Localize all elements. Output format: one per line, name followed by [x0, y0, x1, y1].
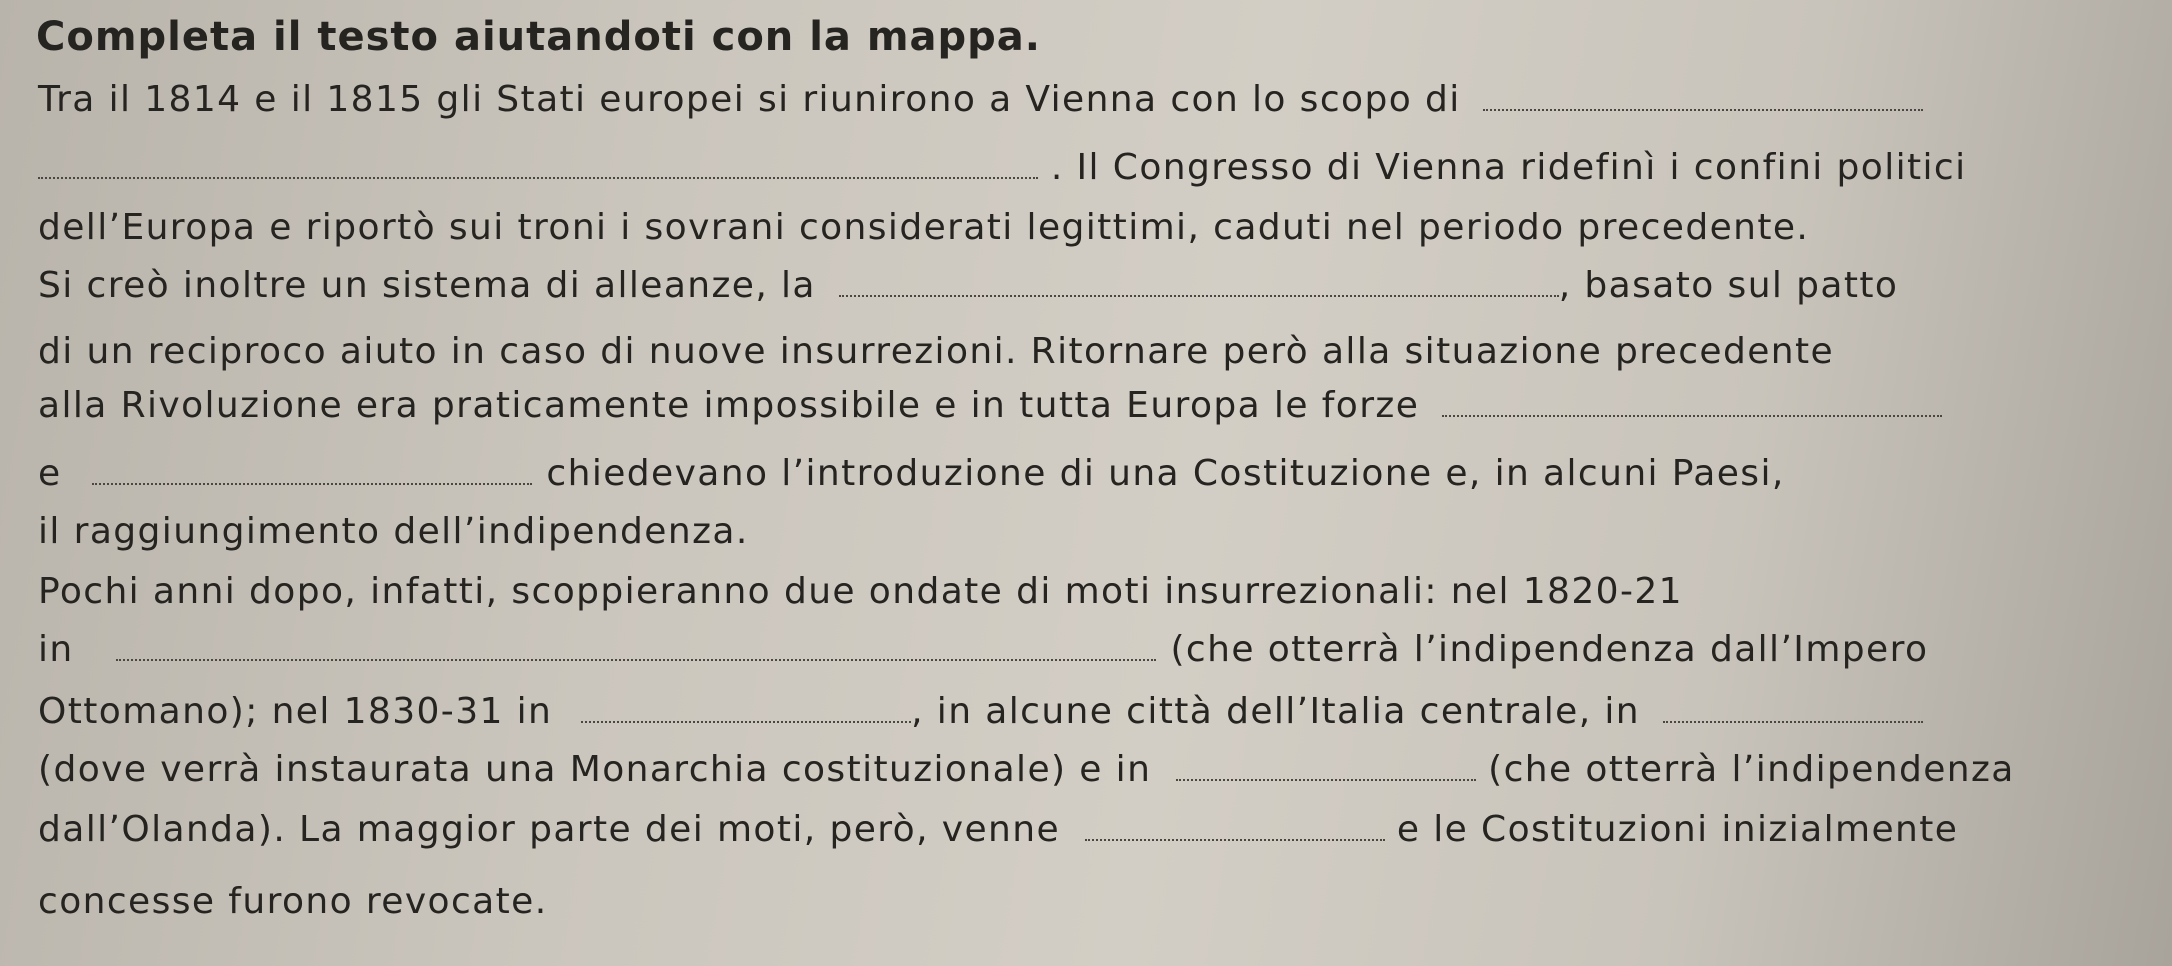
text-segment: il raggiungimento dell’indipendenza. [38, 511, 749, 552]
text-segment: dall’Olanda). La maggior parte dei moti, però, venne [38, 809, 1061, 850]
fill-in-blank[interactable] [38, 149, 1038, 179]
text-segment: e le Costituzioni inizialmente [1396, 809, 1959, 850]
text-segment: in [38, 629, 74, 670]
text-line [38, 690, 1923, 734]
text-segment: di un reciproco aiuto in caso di nuove insurrezioni. Ritornare però alla situazione precedente [38, 331, 1835, 372]
text-segment: chiedevano l’introduzione di una Costituzione e, in alcuni Paesi, [546, 453, 1785, 494]
text-line [38, 264, 1898, 308]
text-segment: e [38, 453, 62, 494]
fill-in-blank[interactable] [1483, 81, 1923, 111]
text-line [38, 206, 1809, 250]
fill-in-blank[interactable] [839, 267, 1559, 297]
text-segment: Ottomano); nel 1830-31 in [38, 691, 553, 732]
text-segment: (che otterrà l’indipendenza dall’Impero [1170, 629, 1929, 670]
text-segment: Tra il 1814 e il 1815 gli Stati europei si riunirono a Vienna con lo scopo di [38, 79, 1461, 120]
text-segment: Si creò inoltre un sistema di alleanze, la [38, 265, 816, 306]
text-line [38, 146, 1967, 190]
text-segment: . Il Congresso di Vienna ridefinì i confini politici [1050, 147, 1967, 188]
text-line [38, 628, 1928, 672]
text-line [38, 452, 1785, 496]
fill-in-blank[interactable] [92, 455, 532, 485]
text-segment: alla Rivoluzione era praticamente impossibile e in tutta Europa le forze [38, 385, 1420, 426]
text-segment: dell’Europa e riportò sui troni i sovrani considerati legittimi, caduti nel periodo precedente. [38, 207, 1810, 248]
text-line [38, 748, 2015, 792]
fill-in-blank[interactable] [1663, 693, 1923, 723]
text-line [38, 384, 1942, 428]
text-segment: concesse furono revocate. [38, 881, 548, 922]
fill-in-blank[interactable] [1085, 811, 1385, 841]
text-line [38, 330, 1834, 374]
fill-in-blank[interactable] [1176, 751, 1476, 781]
text-segment: , basato sul patto [1558, 265, 1899, 306]
text-line [38, 880, 548, 924]
fill-in-blank[interactable] [116, 631, 1156, 661]
text-segment: (che otterrà l’indipendenza [1488, 749, 2015, 790]
exercise-instruction: Completa il testo aiutandoti con la mappa. [36, 14, 1041, 60]
text-segment: , in alcune città dell’Italia centrale, in [911, 691, 1641, 732]
text-line [38, 808, 1958, 852]
fill-in-blank[interactable] [1442, 387, 1942, 417]
text-line [38, 510, 749, 554]
text-segment: (dove verrà instaurata una Monarchia costituzionale) e in [38, 749, 1152, 790]
text-line [38, 570, 1683, 614]
text-line [38, 78, 1923, 122]
fill-in-blank[interactable] [581, 693, 911, 723]
text-segment: Pochi anni dopo, infatti, scoppieranno due ondate di moti insurrezionali: nel 1820-21 [38, 571, 1683, 612]
